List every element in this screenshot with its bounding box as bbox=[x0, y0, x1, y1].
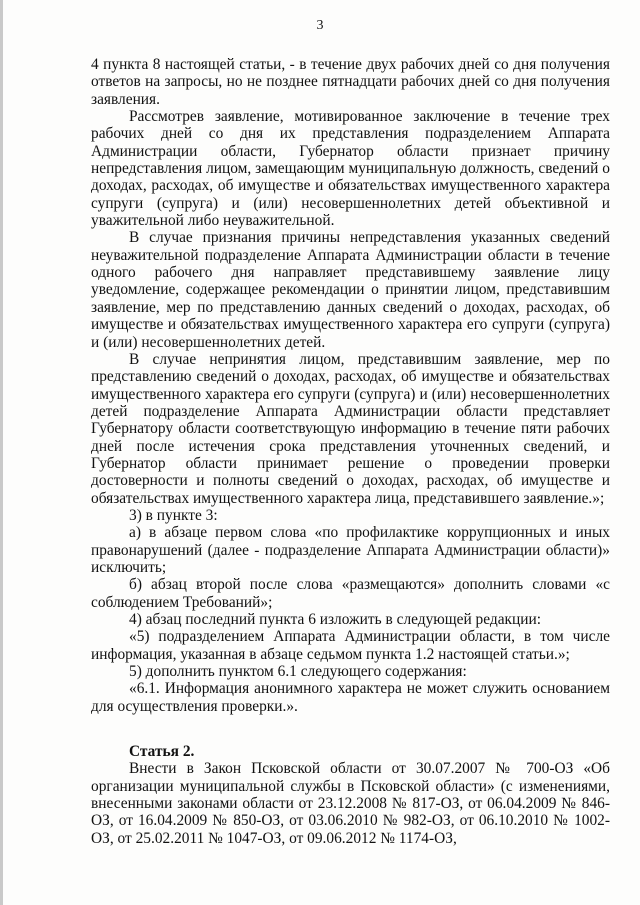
article-heading: Статья 2. bbox=[129, 743, 195, 761]
paragraph: В случае непринятия лицом, представившим заявление, мер по представлению сведений о доходах, расходах, об имуществе и обязательствах имущественного характера его супруги (супруга) и (или) несовершеннолетних детей подразделение Аппарата Администрации области представляет Губернатору области соответствующую информацию в течение пяти рабочих дней после истечения срока представления уточненных сведений, и Губернатор области принимает решение о проведении проверки достоверности и полноты сведений о доходах, расходах, об имуществе и обязательствах имущественного характера лица, представившего заявление.»; bbox=[91, 350, 610, 507]
page-number: 3 bbox=[316, 18, 324, 33]
article-paragraph: Внести в Закон Псковской области от 30.07.2007 № 700-ОЗ «Об организации муниципальной службы в Псковской области» (с изменениями, внесенными законами области от 23.12.2008 № 817-ОЗ, от 06.04.2009 № 846-ОЗ, от 16.04.2009 № 850-ОЗ, от 03.06.2010 № 982-ОЗ, от 06.10.2010 № 1002-ОЗ, от 25.02.2011 № 1047-ОЗ, от 09.06.2012 № 1174-ОЗ, bbox=[91, 760, 610, 847]
paragraph: «5) подразделением Аппарата Администрации области, в том числе информация, указанная в абзаце седьмом пункта 1.2 настоящей статьи.»; bbox=[91, 628, 610, 663]
paragraph: 4) абзац последний пункта 6 изложить в следующей редакции: bbox=[129, 611, 542, 628]
paragraph: 5) дополнить пунктом 6.1 следующего содержания: bbox=[129, 663, 467, 681]
paragraph: б) абзац второй после слова «размещаются» дополнить словами «с соблюдением Требований»; bbox=[91, 576, 610, 611]
paragraph: а) в абзаце первом слова «по профилактике коррупционных и иных правонарушений (далее - подразделение Аппарата Администрации области)» исключить; bbox=[91, 524, 610, 576]
paragraph: «6.1. Информация анонимного характера не может служить основанием для осуществления проверки.». bbox=[91, 680, 610, 715]
paragraph: В случае признания причины непредставления указанных сведений неуважительной подразделение Аппарата Администрации области в течение одного рабочего дня направляет представившему заявление лицу уведомление, содержащее рекомендации о принятии лицом, представившим заявление, мер по представлению данных сведений о доходах, расходах, об имуществе и обязательствах имущественного характера его супруги (супруга) и (или) несовершеннолетних детей. bbox=[91, 229, 610, 351]
paragraph: 3) в пункте 3: bbox=[129, 506, 218, 524]
document-body bbox=[91, 56, 610, 847]
paragraph-continuation: 4 пункта 8 настоящей статьи, - в течение двух рабочих дней со дня получения ответов на запросы, но не позднее пятнадцати рабочих дней со дня получения заявления. bbox=[91, 56, 610, 108]
paragraph: Рассмотрев заявление, мотивированное заключение в течение трех рабочих дней со дня их представления подразделением Аппарата Администрации области, Губернатор области признает причину непредставления лицом, замещающим муниципальную должность, сведений о доходах, расходах, об имуществе и обязательствах имущественного характера супруги (супруга) и (или) несовершеннолетних детей объективной и уважительной либо неуважительной. bbox=[91, 108, 610, 230]
scan-edge bbox=[0, 0, 3, 905]
